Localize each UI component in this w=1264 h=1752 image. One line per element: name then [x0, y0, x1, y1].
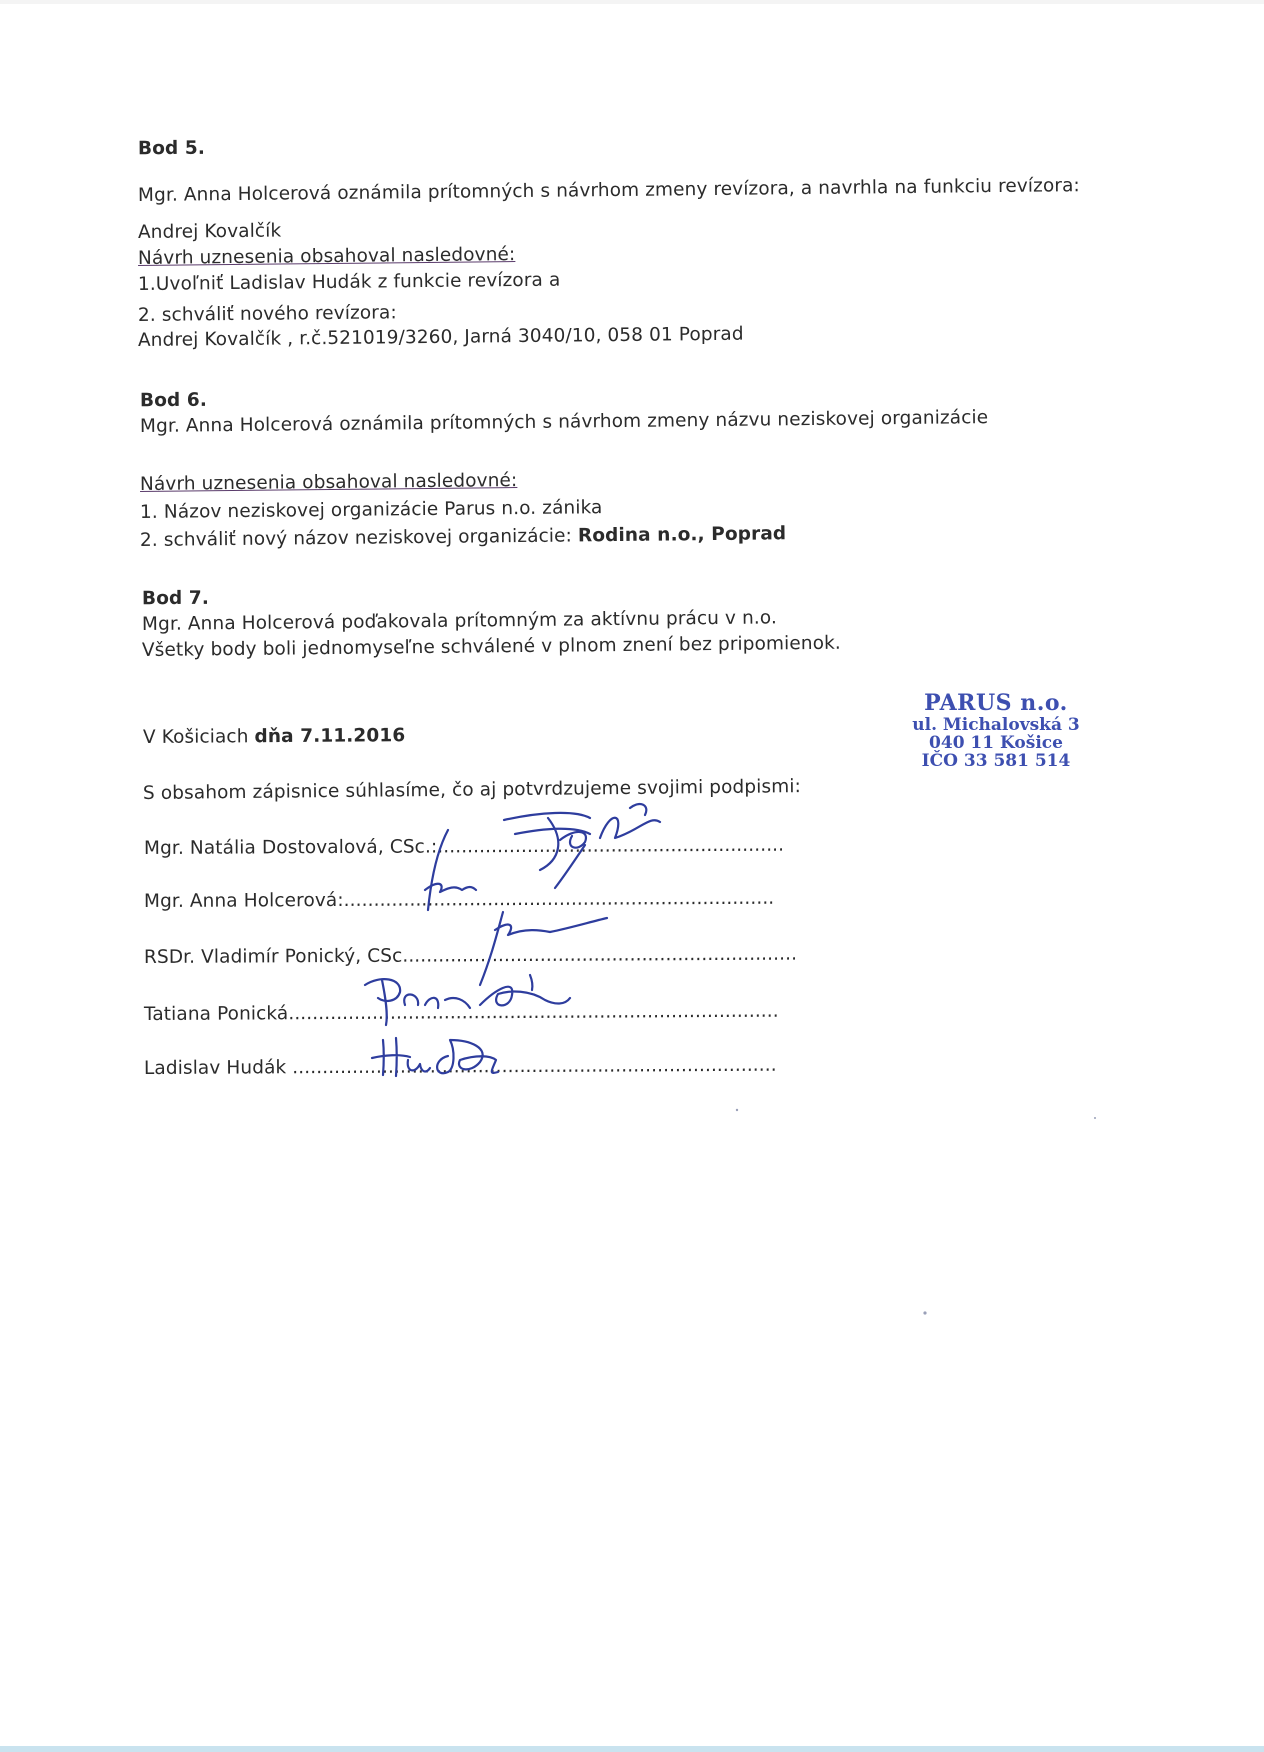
- scan-speck: [1094, 1117, 1096, 1119]
- date-place: V Košiciach: [142, 726, 255, 748]
- signatory-line: Mgr. Natália Dostovalová, CSc.:..........................................................: [143, 834, 785, 859]
- bod6-proposal-heading: Návrh uznesenia obsahoval nasledovné:: [139, 470, 518, 495]
- signatory-line: Ladislav Hudák .................................................................................: [143, 1054, 777, 1079]
- scan-speck: [923, 1311, 926, 1314]
- bod5-line2: Andrej Kovalčík: [137, 220, 282, 243]
- bod5-heading: Bod 5.: [137, 137, 206, 160]
- stamp-city: 040 11 Košice: [929, 733, 1063, 753]
- bod7-line2: Všetky body boli jednomyseľne schválené v plnom znení bez pripomienok.: [141, 632, 841, 661]
- bod5-item2: 2. schváliť nového revízora:: [137, 302, 397, 326]
- bod6-item2: [140, 523, 786, 551]
- bod5-item3: Andrej Kovalčík , r.č.521019/3260, Jarná 3040/10, 058 01 Poprad: [137, 323, 744, 351]
- signatory-line: RSDr. Vladimír Ponický, CSc..................................................................: [143, 943, 798, 968]
- scan-top-edge: [0, 0, 1264, 4]
- date-value: dňa 7.11.2016: [254, 725, 406, 748]
- signatory-line: Mgr. Anna Holcerová:........................................................................: [143, 887, 775, 912]
- date-line: [143, 725, 405, 748]
- bod7-line1: Mgr. Anna Holcerová poďakovala prítomným za aktívnu prácu v n.o.: [141, 607, 778, 635]
- bod6-new-name: Rodina n.o., Poprad: [577, 523, 787, 547]
- bod5-proposal-heading: Návrh uznesenia obsahoval nasledovné:: [137, 244, 516, 269]
- bod6-item1: 1. Názov neziskovej organizácie Parus n.o. zánika: [139, 497, 603, 523]
- bod6-line1: Mgr. Anna Holcerová oznámila prítomných s návrhom zmeny názvu neziskovej organizácie: [139, 407, 989, 437]
- signatory-line: Tatiana Ponická..................................................................................: [143, 1000, 779, 1025]
- bod6-item2-text: 2. schváliť nový názov neziskovej organizácie:: [139, 525, 579, 551]
- stamp-street: ul. Michalovská 3: [912, 715, 1080, 735]
- bod5-item1: 1.Uvoľniť Ladislav Hudák z funkcie revízora a: [137, 269, 561, 295]
- stamp-ico: IČO 33 581 514: [921, 751, 1071, 771]
- scan-bottom-edge: [0, 1746, 1264, 1752]
- bod5-line1: Mgr. Anna Holcerová oznámila prítomných s návrhom zmeny revízora, a navrhla na funkciu revízora:: [137, 175, 1080, 206]
- bod7-heading: Bod 7.: [141, 587, 210, 610]
- bod6-heading: Bod 6.: [139, 389, 208, 412]
- stamp-name: PARUS n.o.: [924, 690, 1068, 716]
- agreement-text: S obsahom zápisnice súhlasíme, čo aj potvrdzujeme svojimi podpismi:: [142, 776, 801, 804]
- organization-stamp: [886, 690, 1106, 770]
- scan-speck: [736, 1109, 738, 1111]
